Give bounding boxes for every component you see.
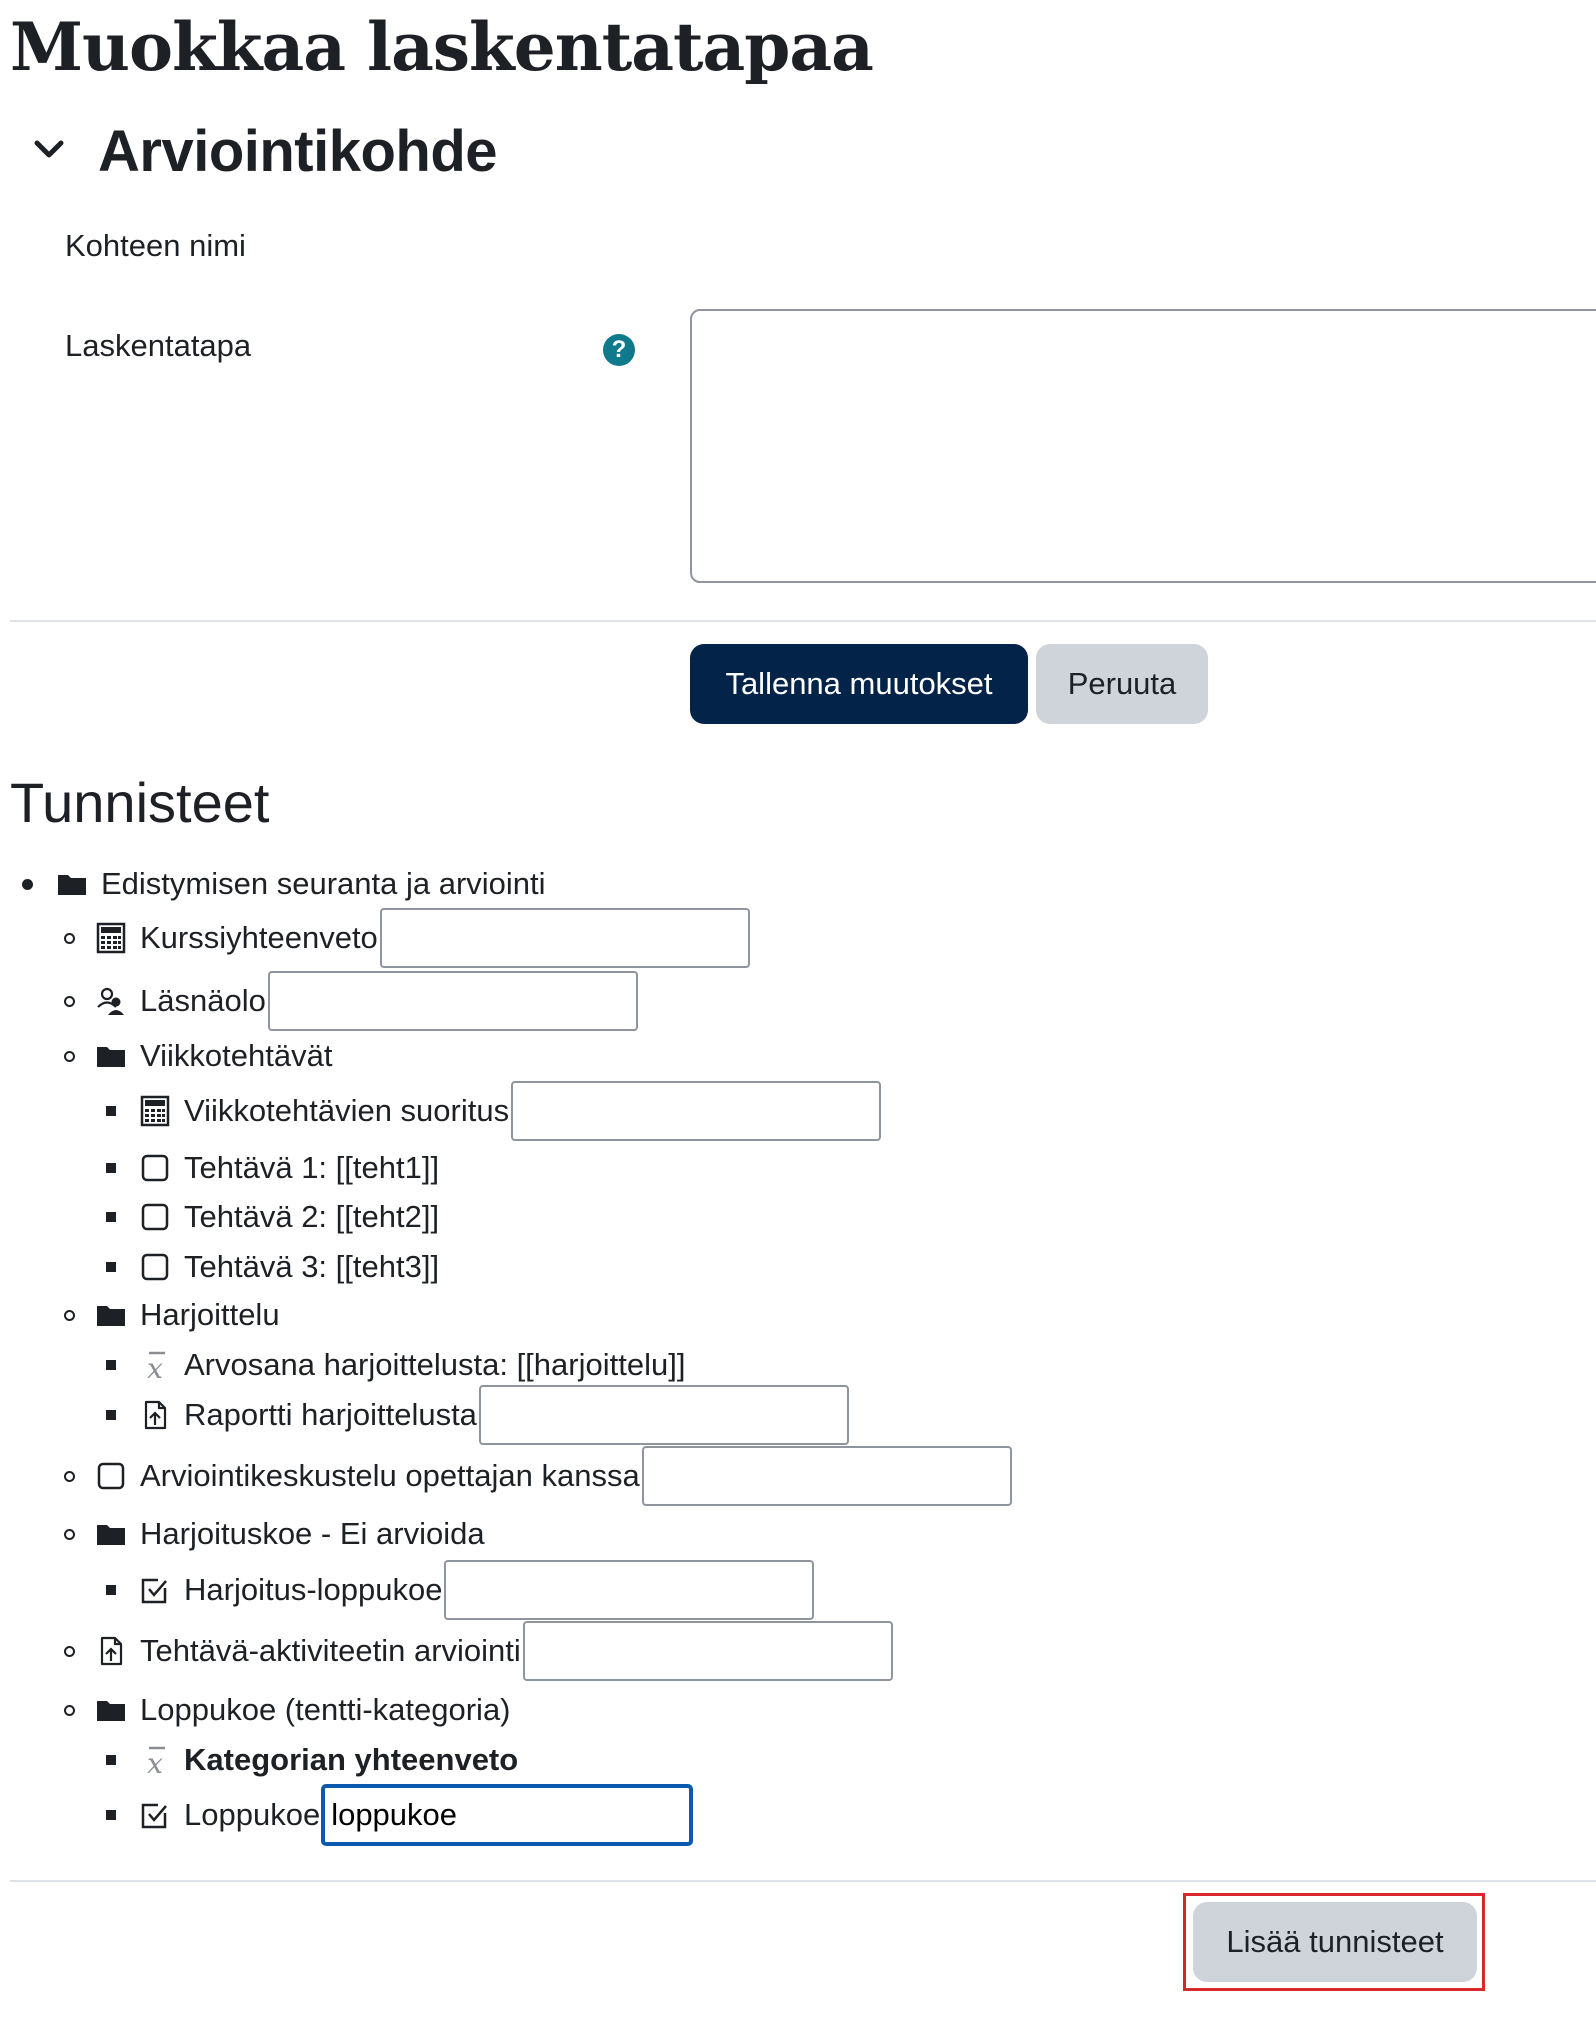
id-input-raportti-harjoittelusta[interactable] [479, 1385, 849, 1445]
item-label: Läsnäolo [140, 983, 266, 1018]
tree-category-viikkotehtavat [64, 1031, 332, 1081]
square-icon [138, 1200, 172, 1234]
tree-item-tehtava1 [106, 1143, 439, 1193]
divider [10, 620, 1596, 622]
tree-root [22, 859, 546, 909]
calculator-icon [94, 921, 128, 955]
bullet [64, 1529, 75, 1540]
item-label: Harjoittelu [140, 1297, 280, 1332]
tree-item-raportti-harjoittelusta [106, 1390, 849, 1440]
tree-item-kurssiyhteenveto [64, 913, 750, 963]
folder-icon [94, 1039, 128, 1073]
formula-label: Laskentatapa [65, 328, 252, 363]
save-button[interactable]: Tallenna muutokset [690, 644, 1028, 724]
bullet [64, 1051, 75, 1062]
bullet [106, 1810, 116, 1820]
item-label: Raportti harjoittelusta [184, 1397, 477, 1432]
bullet [22, 879, 33, 890]
tree-item-loppukoe [106, 1790, 692, 1840]
id-input-lasnaolo[interactable] [268, 971, 638, 1031]
calculator-icon [138, 1094, 172, 1128]
tree-category-loppukoe [64, 1685, 511, 1735]
bullet [106, 1755, 116, 1765]
item-label: Loppukoe (tentti-kategoria) [140, 1692, 511, 1727]
mean-x-bar-icon [138, 1348, 172, 1382]
tree-category-harjoituskoe [64, 1509, 485, 1559]
id-input-harjoitus-loppukoe[interactable] [444, 1560, 814, 1620]
tree-item-tehtava-aktiviteetti [64, 1626, 893, 1676]
bullet [64, 1471, 75, 1482]
bullet [106, 1410, 116, 1420]
folder-icon [94, 1298, 128, 1332]
bullet [64, 1705, 75, 1716]
mean-x-bar-icon [138, 1743, 172, 1777]
item-label: Tehtävä 1: [[teht1]] [184, 1150, 440, 1185]
bullet [106, 1212, 116, 1222]
item-label: Harjoituskoe - Ei arvioida [140, 1516, 485, 1551]
item-label: Tehtävä 3: [[teht3]] [184, 1249, 440, 1284]
item-name-label: Kohteen nimi [65, 228, 246, 263]
formula-textarea[interactable] [690, 309, 1596, 583]
item-label: Tehtävä-aktiviteetin arviointi [140, 1633, 521, 1668]
svg-text:x: x [147, 1352, 163, 1381]
item-label: Tehtävä 2: [[teht2]] [184, 1199, 440, 1234]
folder-icon [94, 1517, 128, 1551]
chevron-down-icon[interactable] [28, 128, 70, 170]
bullet [64, 1646, 75, 1657]
bullet [106, 1360, 116, 1370]
folder-icon [55, 867, 89, 901]
tree-item-tehtava3 [106, 1242, 439, 1292]
id-input-arviointikeskustelu[interactable] [642, 1446, 1012, 1506]
tree-category-harjoittelu [64, 1290, 280, 1340]
assignment-upload-icon [94, 1634, 128, 1668]
tree-item-viikkotehtavien-suoritus [106, 1086, 881, 1136]
tree-item-arviointikeskustelu [64, 1451, 1012, 1501]
cancel-button[interactable]: Peruuta [1036, 644, 1208, 724]
divider [10, 1880, 1596, 1882]
bullet [64, 933, 75, 944]
question-circle-icon[interactable]: ? [603, 334, 635, 366]
tree-item-kategorian-yhteenveto [106, 1735, 518, 1785]
bullet [64, 996, 75, 1007]
square-icon [138, 1250, 172, 1284]
id-input-loppukoe[interactable] [322, 1785, 692, 1845]
attendance-icon [94, 984, 128, 1018]
item-label: Harjoitus-loppukoe [184, 1572, 443, 1607]
bullet [106, 1585, 116, 1595]
item-label: Viikkotehtävien suoritus [184, 1093, 510, 1128]
quiz-check-icon [138, 1798, 172, 1832]
quiz-check-icon [138, 1573, 172, 1607]
tree-item-arvosana-harjoittelusta [106, 1340, 685, 1390]
tree-root-label: Edistymisen seuranta ja arviointi [101, 866, 546, 901]
id-input-tehtava-aktiviteetti[interactable] [523, 1621, 893, 1681]
item-label: Arvosana harjoittelusta: [[harjoittelu]] [184, 1347, 686, 1382]
id-input-kurssiyhteenveto[interactable] [380, 908, 750, 968]
bullet [106, 1262, 116, 1272]
svg-text:x: x [147, 1747, 163, 1776]
bullet [106, 1106, 116, 1116]
tree-item-tehtava2 [106, 1192, 439, 1242]
bullet [64, 1310, 75, 1321]
tree-item-harjoitus-loppukoe [106, 1565, 814, 1615]
item-label: Kategorian yhteenveto [184, 1742, 519, 1777]
assignment-upload-icon [138, 1398, 172, 1432]
square-icon [94, 1459, 128, 1493]
square-icon [138, 1151, 172, 1185]
folder-icon [94, 1693, 128, 1727]
add-ids-button[interactable]: Lisää tunnisteet [1193, 1902, 1477, 1982]
page-title: Muokkaa laskentatapaa [10, 8, 873, 86]
ids-title: Tunnisteet [10, 771, 270, 834]
item-label: Loppukoe [184, 1797, 321, 1832]
item-label: Arviointikeskustelu opettajan kanssa [140, 1458, 640, 1493]
bullet [106, 1163, 116, 1173]
item-label: Viikkotehtävät [140, 1038, 333, 1073]
tree-item-lasnaolo [64, 976, 638, 1026]
section-title[interactable]: Arviointikohde [98, 119, 498, 184]
id-input-viikkotehtavien-suoritus[interactable] [511, 1081, 881, 1141]
item-label: Kurssiyhteenveto [140, 920, 378, 955]
